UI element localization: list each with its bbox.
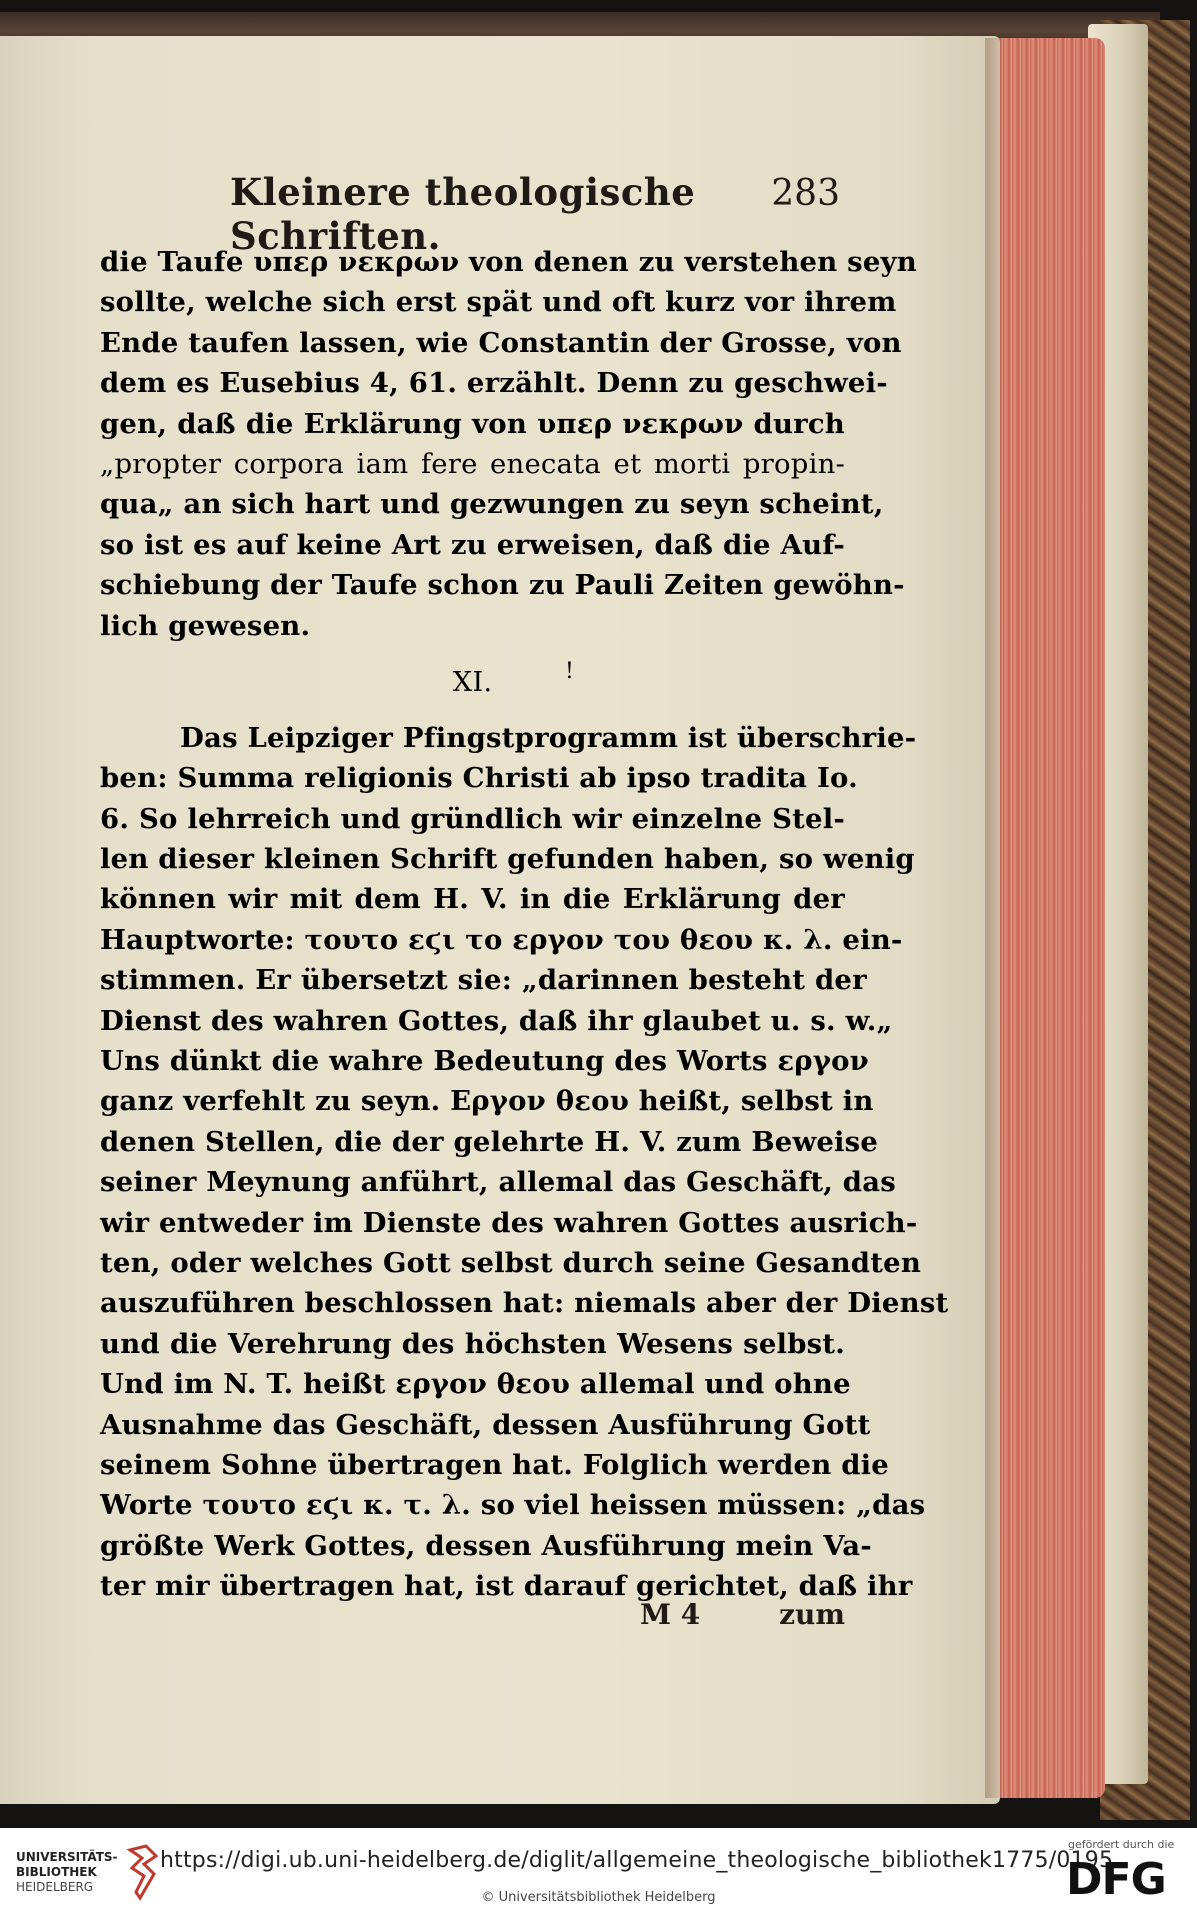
text-line: schiebung der Taufe schon zu Pauli Zeiten gewöhn- <box>100 569 905 602</box>
text-line: lich gewesen. <box>100 609 311 642</box>
library-line: BIBLIOTHEK <box>16 1865 97 1879</box>
library-line: UNIVERSITÄTS- <box>16 1850 118 1864</box>
copyright-notice: © Universitätsbibliothek Heidelberg <box>481 1890 716 1905</box>
text-line: ben: Summa religionis Christi ab ipso tradita Io. <box>100 762 858 795</box>
text-line: wir entweder im Dienste des wahren Gottes ausrich- <box>100 1206 918 1239</box>
page-footer-line <box>100 1598 845 1631</box>
section-heading <box>100 646 845 718</box>
library-name <box>16 1850 136 1895</box>
dfg-logo: DFG <box>1066 1854 1166 1905</box>
page-body <box>100 242 949 1607</box>
text-line: Und im N. T. heißt εργον θεου allemal und ohne <box>100 1368 851 1401</box>
text-line: gen, daß die Erklärung von υπερ νεκρων durch <box>100 407 845 440</box>
permalink-url[interactable]: https://digi.ub.uni-heidelberg.de/diglit/allgemeine_theologische_bibliothek1775/0195 <box>160 1848 1114 1873</box>
text-line: ten, oder welches Gott selbst durch seine Gesandten <box>100 1246 922 1279</box>
text-line: 6. So lehrreich und gründlich wir einzelne Stel- <box>100 802 845 835</box>
text-line: seiner Meynung anführt, allemal das Geschäft, das <box>100 1166 896 1199</box>
page-header <box>230 170 840 258</box>
text-line: „propter corpora iam fere enecata et morti propin- <box>100 447 845 480</box>
section-mark: ! <box>565 658 575 684</box>
text-line: können wir mit dem H. V. in die Erklärung der <box>100 883 845 916</box>
sponsor-label: gefördert durch die <box>1068 1838 1175 1851</box>
page-number: 283 <box>771 173 840 214</box>
text-line: auszuführen beschlossen hat: niemals aber der Dienst <box>100 1287 949 1320</box>
library-city: HEIDELBERG <box>16 1880 94 1894</box>
page-edge-shadow <box>985 38 1005 1798</box>
text-line: qua„ an sich hart und gezwungen zu seyn scheint, <box>100 488 884 521</box>
signature-mark: M 4 <box>640 1598 701 1631</box>
running-title: Kleinere theologische Schriften. <box>230 170 696 258</box>
text-line: die Taufe υπερ νεκρων von denen zu verstehen seyn <box>100 246 917 278</box>
text-line: Das Leipziger Pfingstprogramm ist überschrie- <box>180 721 917 754</box>
text-line: Worte τουτο εϛι κ. τ. λ. so viel heissen müssen: „das <box>100 1489 926 1522</box>
text-line: sollte, welche sich erst spät und oft kurz vor ihrem <box>100 286 897 319</box>
text-line: so ist es auf keine Art zu erweisen, daß die Auf- <box>100 528 845 561</box>
text-line: Uns dünkt die wahre Bedeutung des Worts εργον <box>100 1045 869 1078</box>
text-line: denen Stellen, die der gelehrte H. V. zum Beweise <box>100 1125 879 1158</box>
text-line: Dienst des wahren Gottes, daß ihr glaubet u. s. w.„ <box>100 1004 893 1037</box>
text-line: len dieser kleinen Schrift gefunden haben, so wenig <box>100 843 915 876</box>
text-line: ganz verfehlt zu seyn. Εργον θεου heißt, selbst in <box>100 1085 874 1118</box>
viewer-footer <box>0 1828 1197 1916</box>
text-line: größte Werk Gottes, dessen Ausführung mein Va- <box>100 1529 872 1562</box>
text-line: Hauptworte: τουτο εϛι το εργον του θεου κ. λ. ein- <box>100 923 903 956</box>
section-number: XI. <box>452 665 493 698</box>
text-line: stimmen. Er übersetzt sie: „darinnen besteht der <box>100 964 867 997</box>
catchword: zum <box>779 1598 845 1631</box>
text-line: Ausnahme das Geschäft, dessen Ausführung Gott <box>100 1408 871 1441</box>
text-line: seinem Sohne übertragen hat. Folglich werden die <box>100 1448 889 1481</box>
text-line: Ende taufen lassen, wie Constantin der Grosse, von <box>100 326 902 359</box>
text-line: und die Verehrung des höchsten Wesens selbst. <box>100 1327 845 1360</box>
text-line: ter mir übertragen hat, ist darauf gerichtet, daß ihr <box>100 1570 913 1603</box>
text-line: dem es Eusebius 4, 61. erzählt. Denn zu geschwei- <box>100 367 888 400</box>
